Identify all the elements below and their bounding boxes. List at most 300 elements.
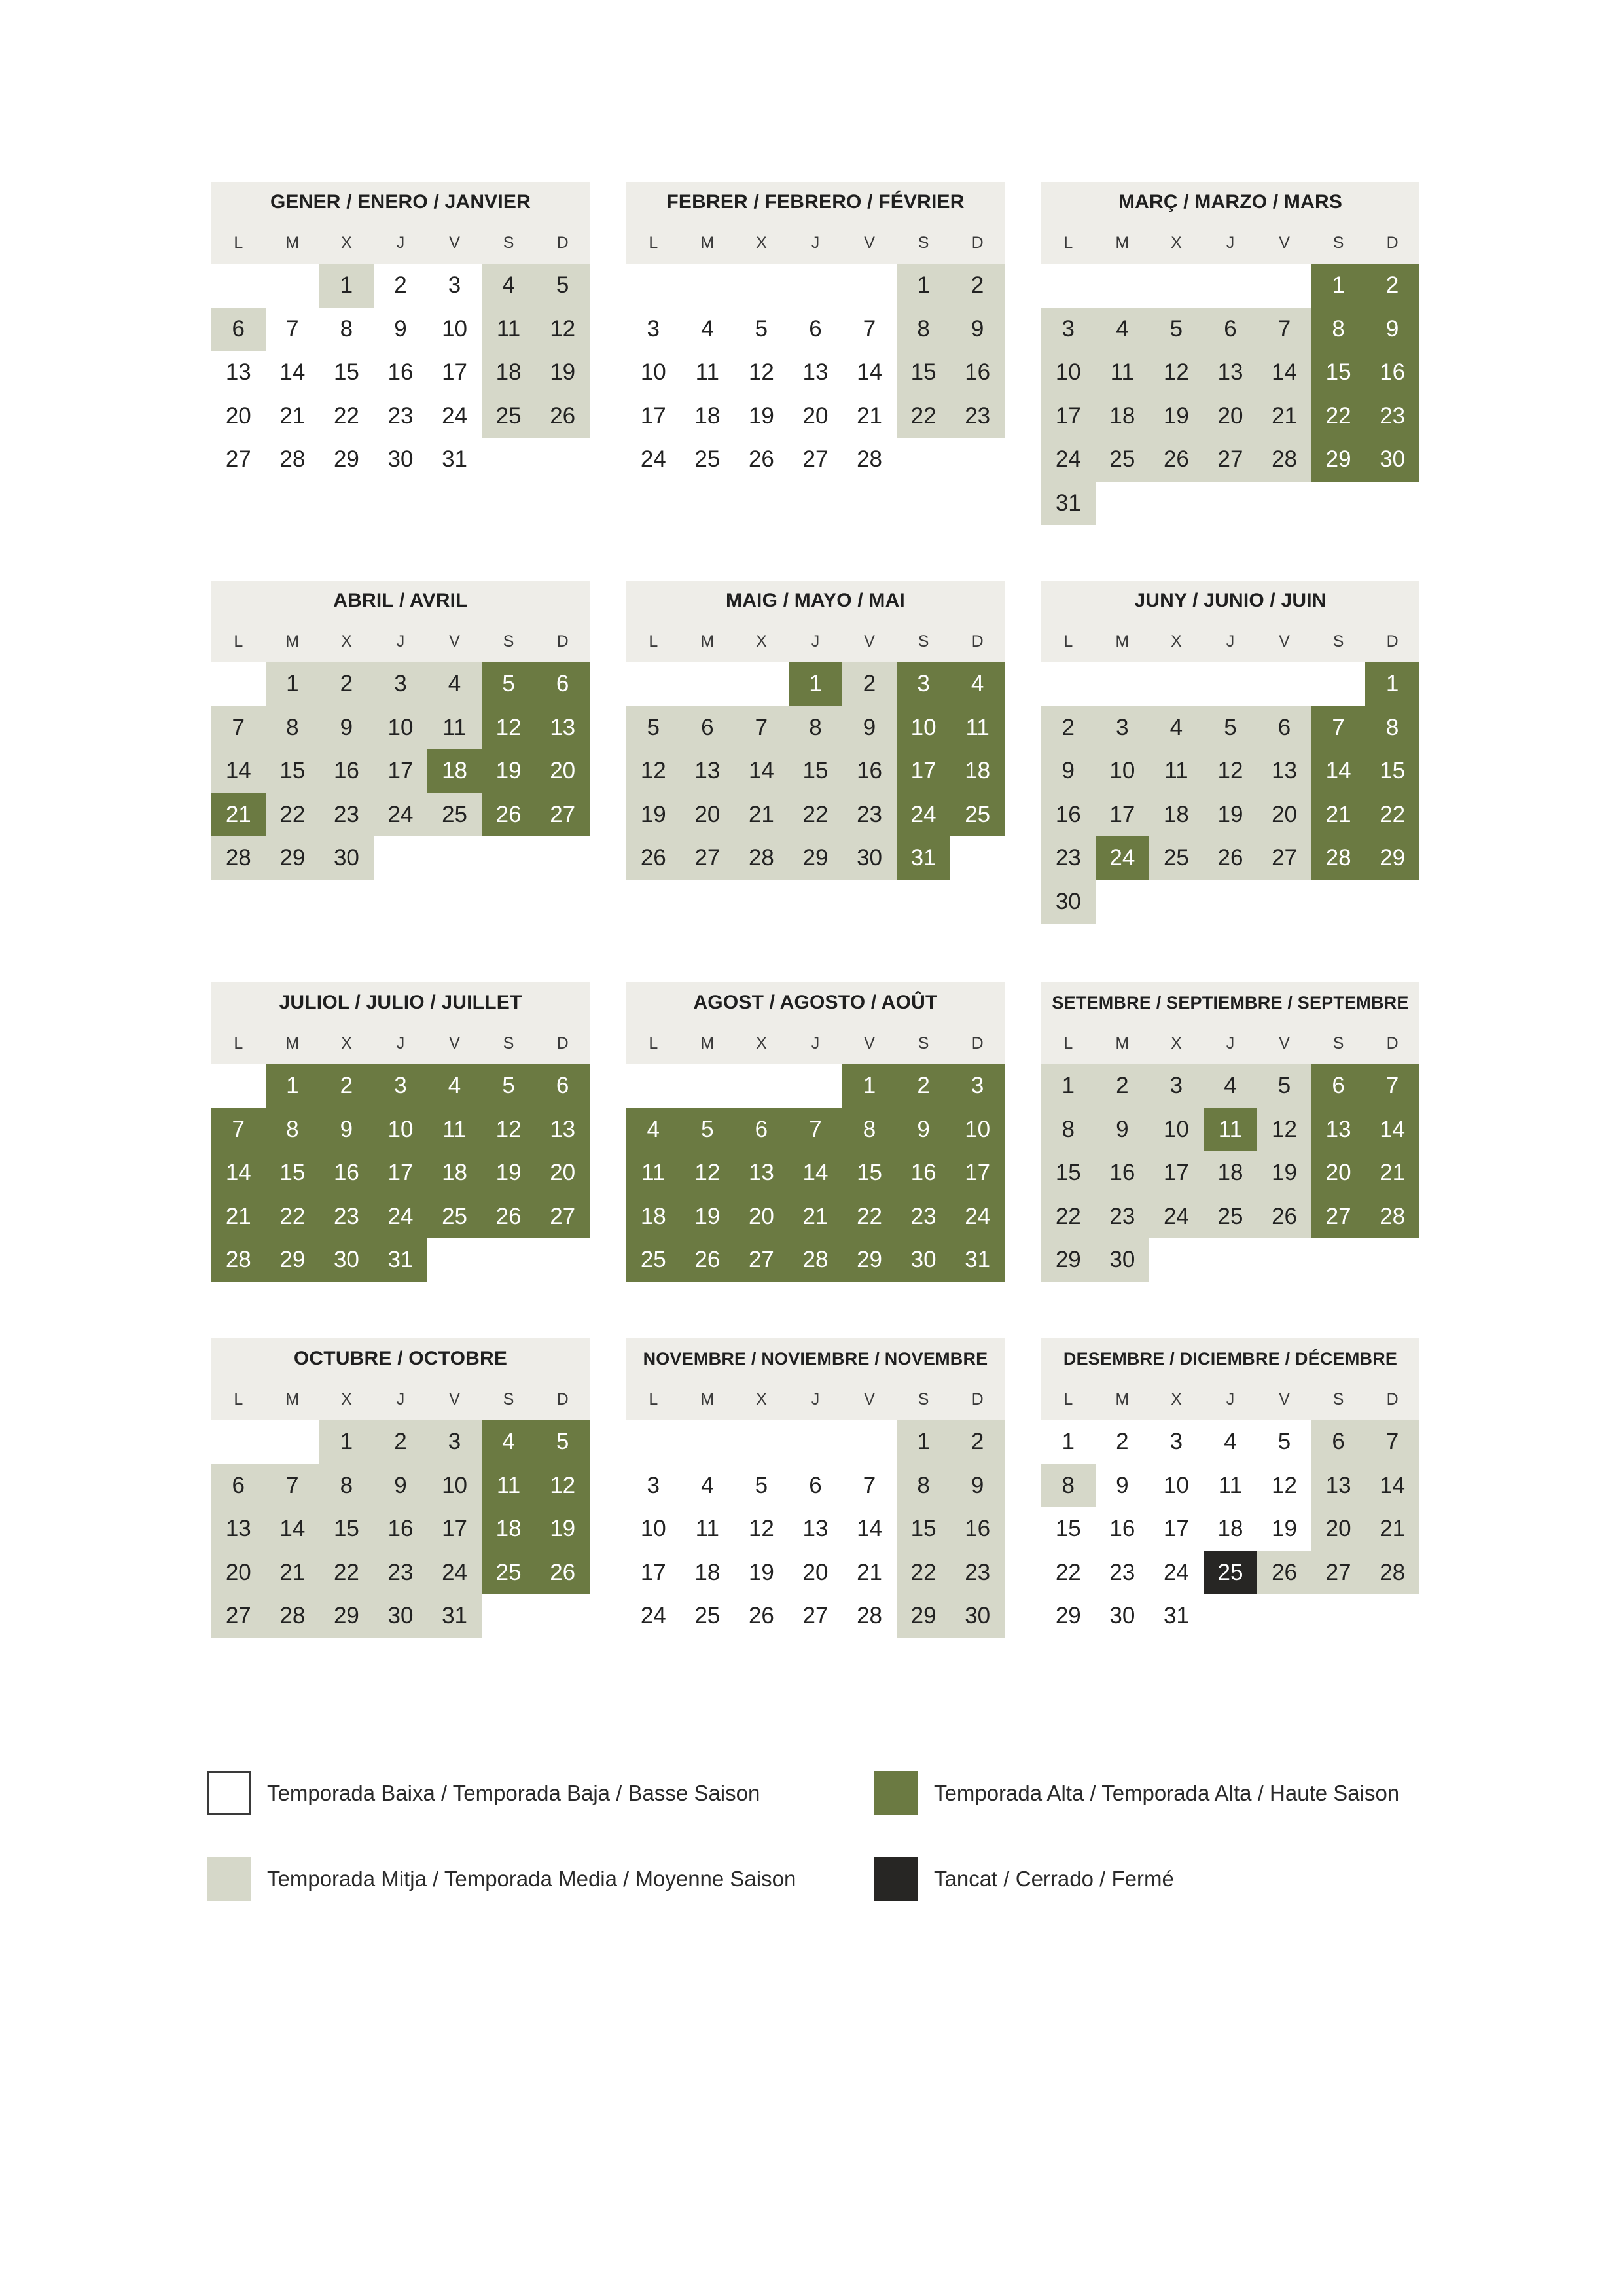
month-title: ABRIL / AVRIL (211, 581, 590, 621)
day-cell: 23 (1041, 836, 1096, 880)
day-cell: 9 (1096, 1108, 1150, 1152)
day-cell: 28 (211, 836, 266, 880)
legend-label-tancat: Tancat / Cerrado / Fermé (934, 1866, 1174, 1891)
day-cell: 29 (266, 836, 320, 880)
day-cell: 26 (1204, 836, 1258, 880)
day-cell: 1 (1061, 1429, 1075, 1455)
weekday-label: D (971, 1034, 984, 1052)
weekday-label: J (396, 234, 405, 252)
day-cell: 21 (211, 1195, 266, 1239)
day-cell: 23 (387, 403, 414, 429)
day-cell: 20 (1257, 793, 1311, 837)
day-cell: 27 (1204, 438, 1258, 482)
day-cell: 7 (734, 706, 789, 750)
day-cell: 20 (734, 1195, 789, 1239)
weekday-label: D (971, 1390, 984, 1408)
day-cell: 5 (1204, 706, 1258, 750)
day-cell: 19 (1257, 1151, 1311, 1195)
day-cell: 9 (374, 1464, 428, 1508)
day-cell: 18 (482, 351, 536, 395)
weekday-label: V (864, 1390, 875, 1408)
day-cell: 9 (394, 315, 407, 342)
day-cell: 27 (211, 1594, 266, 1638)
day-cell: 8 (842, 1108, 897, 1152)
weekday-label: J (396, 1034, 405, 1052)
day-cell: 5 (482, 662, 536, 706)
day-cell: 10 (427, 1464, 482, 1508)
month-title: OCTUBRE / OCTOBRE (211, 1338, 590, 1379)
day-cell: 8 (1311, 308, 1366, 351)
day-cell: 12 (681, 1151, 735, 1195)
legend-swatch-mitja (207, 1857, 251, 1901)
month-november (626, 1338, 1005, 1638)
day-cell: 20 (802, 403, 829, 429)
day-cell: 9 (842, 706, 897, 750)
day-cell: 21 (1365, 1151, 1419, 1195)
day-cell: 22 (1365, 793, 1419, 837)
weekday-label: L (649, 234, 658, 252)
day-cell: 20 (681, 793, 735, 837)
day-cell: 4 (1224, 1429, 1237, 1455)
day-cell: 2 (319, 1064, 374, 1108)
day-cell: 17 (950, 1151, 1005, 1195)
day-cell: 24 (1149, 1195, 1204, 1239)
day-cell: 24 (897, 793, 951, 837)
weekday-label: S (503, 1390, 514, 1408)
day-cell: 3 (647, 315, 660, 342)
day-cell: 27 (1311, 1551, 1366, 1595)
day-cell: 6 (1311, 1064, 1366, 1108)
empty-cell (626, 662, 681, 706)
day-cell: 4 (701, 315, 714, 342)
day-cell: 16 (374, 1507, 428, 1551)
day-cell: 13 (535, 706, 590, 750)
day-cell: 15 (1055, 1516, 1081, 1542)
day-cell: 14 (1311, 749, 1366, 793)
empty-cell (789, 1420, 843, 1464)
weekday-label: X (756, 632, 767, 651)
day-cell: 17 (1163, 1516, 1189, 1542)
day-cell: 23 (1096, 1195, 1150, 1239)
month-may (626, 581, 1005, 880)
weekday-label: V (449, 1390, 460, 1408)
day-cell: 23 (374, 1551, 428, 1595)
day-cell: 25 (950, 793, 1005, 837)
day-cell: 31 (427, 1594, 482, 1638)
day-cell: 21 (789, 1195, 843, 1239)
day-cell: 4 (1096, 308, 1150, 351)
day-cell: 21 (857, 1559, 882, 1585)
day-cell: 19 (535, 1507, 590, 1551)
day-cell: 11 (427, 1108, 482, 1152)
day-cell: 30 (387, 446, 414, 473)
day-cell: 20 (1311, 1507, 1366, 1551)
day-cell: 1 (897, 264, 951, 308)
day-cell: 19 (748, 403, 774, 429)
empty-cell (1096, 264, 1150, 308)
day-cell: 17 (1041, 395, 1096, 439)
day-cell: 12 (535, 308, 590, 351)
day-grid (626, 264, 1005, 482)
weekday-label: M (1115, 1390, 1130, 1408)
day-cell: 19 (482, 749, 536, 793)
weekday-header (1041, 1023, 1419, 1064)
weekday-label: L (234, 1034, 243, 1052)
day-grid (626, 1064, 1005, 1282)
day-cell: 8 (340, 315, 353, 342)
empty-cell (789, 1064, 843, 1108)
month-february (626, 182, 1005, 482)
day-cell: 5 (1277, 1429, 1291, 1455)
day-cell: 13 (1311, 1108, 1366, 1152)
weekday-label: M (700, 234, 715, 252)
day-cell: 28 (1311, 836, 1366, 880)
weekday-label: L (649, 1390, 658, 1408)
weekday-label: X (341, 234, 352, 252)
day-cell: 27 (1257, 836, 1311, 880)
weekday-label: L (234, 1390, 243, 1408)
day-cell: 9 (1116, 1472, 1129, 1498)
day-cell: 29 (1041, 1238, 1096, 1282)
day-cell: 7 (863, 1472, 876, 1498)
weekday-label: D (971, 234, 984, 252)
day-cell: 25 (694, 1603, 721, 1629)
day-cell: 23 (897, 1195, 951, 1239)
day-cell: 18 (694, 1559, 721, 1585)
day-cell: 28 (1365, 1551, 1419, 1595)
empty-cell (1311, 662, 1366, 706)
day-grid (211, 662, 590, 880)
day-cell: 16 (1365, 351, 1419, 395)
day-cell: 15 (1041, 1151, 1096, 1195)
weekday-label: L (1063, 1034, 1073, 1052)
day-cell: 20 (802, 1559, 829, 1585)
month-december (1041, 1338, 1419, 1638)
day-cell: 17 (640, 1559, 666, 1585)
empty-cell (681, 1420, 735, 1464)
month-title: NOVEMBRE / NOVIEMBRE / NOVEMBRE (626, 1338, 1005, 1379)
day-cell: 4 (701, 1472, 714, 1498)
weekday-label: S (503, 234, 514, 252)
day-cell: 11 (950, 706, 1005, 750)
day-cell: 28 (1365, 1195, 1419, 1239)
day-cell: 27 (802, 446, 829, 473)
month-march (1041, 182, 1419, 525)
day-cell: 21 (857, 403, 882, 429)
day-cell: 2 (842, 662, 897, 706)
month-june (1041, 581, 1419, 924)
day-cell: 23 (1365, 395, 1419, 439)
day-grid (1041, 662, 1419, 924)
day-cell: 5 (1257, 1064, 1311, 1108)
day-cell: 2 (394, 272, 407, 298)
day-cell: 18 (694, 403, 721, 429)
day-cell: 10 (374, 706, 428, 750)
weekday-label: M (700, 632, 715, 651)
day-cell: 7 (266, 1464, 320, 1508)
day-cell: 25 (1096, 438, 1150, 482)
legend-label-alta: Temporada Alta / Temporada Alta / Haute Saison (934, 1780, 1400, 1805)
empty-cell (211, 1064, 266, 1108)
month-title: MARÇ / MARZO / MARS (1041, 182, 1419, 223)
weekday-label: M (285, 234, 300, 252)
day-cell: 17 (374, 1151, 428, 1195)
day-cell: 30 (374, 1594, 428, 1638)
weekday-label: L (1063, 234, 1073, 252)
day-cell: 24 (374, 793, 428, 837)
month-title: JUNY / JUNIO / JUIN (1041, 581, 1419, 621)
weekday-label: D (556, 234, 569, 252)
day-cell: 4 (482, 264, 536, 308)
day-cell: 2 (374, 1420, 428, 1464)
day-cell: 10 (442, 315, 467, 342)
empty-cell (681, 1064, 735, 1108)
weekday-label: L (1063, 1390, 1073, 1408)
day-cell: 21 (1365, 1507, 1419, 1551)
day-cell: 15 (897, 351, 951, 395)
day-cell: 26 (535, 395, 590, 439)
empty-cell (1257, 264, 1311, 308)
weekday-label: D (1386, 234, 1399, 252)
day-cell: 22 (897, 395, 951, 439)
weekday-label: V (449, 234, 460, 252)
day-cell: 4 (1204, 1064, 1258, 1108)
day-cell: 6 (211, 1464, 266, 1508)
empty-cell (789, 264, 843, 308)
weekday-label: J (1226, 632, 1235, 651)
weekday-label: J (1226, 1390, 1235, 1408)
day-cell: 1 (842, 1064, 897, 1108)
day-cell: 6 (535, 1064, 590, 1108)
empty-cell (734, 264, 789, 308)
weekday-label: V (1279, 1390, 1290, 1408)
day-cell: 14 (857, 359, 882, 386)
day-cell: 10 (1163, 1472, 1189, 1498)
day-cell: 26 (681, 1238, 735, 1282)
day-cell: 3 (1169, 1429, 1183, 1455)
day-cell: 17 (1096, 793, 1150, 837)
day-cell: 12 (1272, 1472, 1297, 1498)
weekday-label: V (449, 632, 460, 651)
weekday-label: S (1332, 1034, 1344, 1052)
weekday-label: D (1386, 1390, 1399, 1408)
day-cell: 12 (1257, 1108, 1311, 1152)
day-cell: 11 (695, 1516, 720, 1542)
weekday-label: J (811, 1390, 820, 1408)
day-cell: 13 (225, 359, 251, 386)
day-cell: 3 (374, 662, 428, 706)
legend-label-mitja: Temporada Mitja / Temporada Media / Moyenne Saison (267, 1866, 796, 1891)
day-cell: 22 (1055, 1559, 1081, 1585)
day-cell: 15 (789, 749, 843, 793)
day-cell: 13 (802, 359, 829, 386)
day-cell: 28 (266, 1594, 320, 1638)
weekday-header (626, 1023, 1005, 1064)
day-cell: 11 (1096, 351, 1150, 395)
day-cell: 14 (1257, 351, 1311, 395)
day-cell: 16 (387, 359, 414, 386)
empty-cell (266, 264, 320, 308)
day-cell: 7 (1365, 1420, 1419, 1464)
day-cell: 14 (266, 1507, 320, 1551)
day-cell: 31 (1041, 482, 1096, 526)
legend-label-baixa: Temporada Baixa / Temporada Baja / Basse Saison (267, 1780, 760, 1805)
month-title: JULIOL / JULIO / JUILLET (211, 982, 590, 1023)
day-cell: 16 (1109, 1516, 1135, 1542)
weekday-label: X (341, 1034, 352, 1052)
legend-swatch-baixa (207, 1771, 251, 1815)
day-cell: 17 (1149, 1151, 1204, 1195)
day-cell: 25 (482, 395, 536, 439)
weekday-label: M (700, 1034, 715, 1052)
day-cell: 12 (1204, 749, 1258, 793)
day-cell: 3 (1096, 706, 1150, 750)
empty-cell (1149, 662, 1204, 706)
day-cell: 22 (266, 1195, 320, 1239)
day-cell: 28 (789, 1238, 843, 1282)
weekday-label: J (1226, 1034, 1235, 1052)
empty-cell (626, 1420, 681, 1464)
day-cell: 9 (1041, 749, 1096, 793)
month-april (211, 581, 590, 880)
day-cell: 28 (279, 446, 306, 473)
day-cell: 15 (842, 1151, 897, 1195)
day-cell: 18 (482, 1507, 536, 1551)
day-cell: 12 (748, 359, 774, 386)
day-cell: 12 (535, 1464, 590, 1508)
day-grid (626, 1420, 1005, 1638)
day-cell: 24 (640, 1603, 666, 1629)
day-cell: 8 (1041, 1108, 1096, 1152)
weekday-label: S (918, 234, 929, 252)
day-cell: 13 (734, 1151, 789, 1195)
weekday-label: S (1332, 1390, 1344, 1408)
day-cell: 24 (1163, 1559, 1189, 1585)
day-cell: 21 (1257, 395, 1311, 439)
weekday-label: X (341, 632, 352, 651)
day-cell: 2 (950, 264, 1005, 308)
empty-cell (734, 1064, 789, 1108)
day-cell: 7 (286, 315, 299, 342)
weekday-label: J (396, 632, 405, 651)
legend-baixa (207, 1771, 760, 1815)
day-cell: 11 (482, 308, 536, 351)
weekday-label: S (1332, 234, 1344, 252)
day-cell: 10 (640, 1516, 666, 1542)
day-cell: 19 (748, 1559, 774, 1585)
day-cell: 1 (266, 662, 320, 706)
day-cell: 14 (1365, 1108, 1419, 1152)
day-cell: 30 (1096, 1238, 1150, 1282)
weekday-label: S (918, 1034, 929, 1052)
month-october (211, 1338, 590, 1638)
day-cell: 19 (482, 1151, 536, 1195)
day-cell: 19 (1204, 793, 1258, 837)
day-cell: 11 (1204, 1108, 1258, 1152)
day-cell: 20 (535, 1151, 590, 1195)
weekday-label: L (649, 1034, 658, 1052)
month-january (211, 182, 590, 482)
month-august (626, 982, 1005, 1282)
day-cell: 4 (427, 1064, 482, 1108)
day-cell: 25 (1204, 1551, 1258, 1595)
day-cell: 24 (1096, 836, 1150, 880)
day-cell: 25 (694, 446, 721, 473)
empty-cell (266, 1420, 320, 1464)
day-cell: 14 (211, 1151, 266, 1195)
day-cell: 7 (1311, 706, 1366, 750)
day-cell: 10 (950, 1108, 1005, 1152)
day-cell: 31 (374, 1238, 428, 1282)
day-cell: 6 (211, 308, 266, 351)
day-cell: 7 (1365, 1064, 1419, 1108)
day-grid (211, 1064, 590, 1282)
day-cell: 10 (374, 1108, 428, 1152)
month-title: FEBRER / FEBRERO / FÉVRIER (626, 182, 1005, 223)
day-cell: 6 (809, 315, 822, 342)
day-cell: 23 (1109, 1559, 1135, 1585)
day-cell: 20 (1311, 1151, 1366, 1195)
weekday-label: M (285, 1390, 300, 1408)
day-cell: 11 (482, 1464, 536, 1508)
day-cell: 17 (374, 749, 428, 793)
day-cell: 5 (535, 1420, 590, 1464)
weekday-label: L (234, 234, 243, 252)
day-cell: 19 (626, 793, 681, 837)
empty-cell (681, 662, 735, 706)
day-cell: 19 (535, 351, 590, 395)
day-cell: 4 (950, 662, 1005, 706)
day-cell: 26 (748, 446, 774, 473)
empty-cell (734, 1420, 789, 1464)
day-cell: 10 (1096, 749, 1150, 793)
day-cell: 14 (734, 749, 789, 793)
empty-cell (1204, 662, 1258, 706)
weekday-header (626, 621, 1005, 662)
weekday-label: L (1063, 632, 1073, 651)
empty-cell (842, 1420, 897, 1464)
day-cell: 27 (681, 836, 735, 880)
day-cell: 1 (319, 1420, 374, 1464)
empty-cell (842, 264, 897, 308)
day-cell: 19 (1149, 395, 1204, 439)
day-cell: 23 (319, 793, 374, 837)
day-cell: 4 (626, 1108, 681, 1152)
day-cell: 7 (211, 1108, 266, 1152)
month-july (211, 982, 590, 1282)
day-cell: 3 (647, 1472, 660, 1498)
day-cell: 25 (1149, 836, 1204, 880)
empty-cell (1041, 662, 1096, 706)
day-cell: 2 (1116, 1429, 1129, 1455)
day-cell: 24 (640, 446, 666, 473)
day-cell: 6 (1311, 1420, 1366, 1464)
day-cell: 31 (950, 1238, 1005, 1282)
day-cell: 16 (319, 749, 374, 793)
day-cell: 27 (225, 446, 251, 473)
weekday-label: M (1115, 632, 1130, 651)
weekday-header (626, 223, 1005, 264)
day-cell: 1 (897, 1420, 951, 1464)
weekday-header (211, 1023, 590, 1064)
day-cell: 29 (897, 1594, 951, 1638)
day-cell: 26 (1257, 1551, 1311, 1595)
day-cell: 2 (1096, 1064, 1150, 1108)
day-cell: 21 (1311, 793, 1366, 837)
day-cell: 30 (319, 836, 374, 880)
weekday-label: X (341, 1390, 352, 1408)
day-cell: 28 (857, 1603, 882, 1629)
